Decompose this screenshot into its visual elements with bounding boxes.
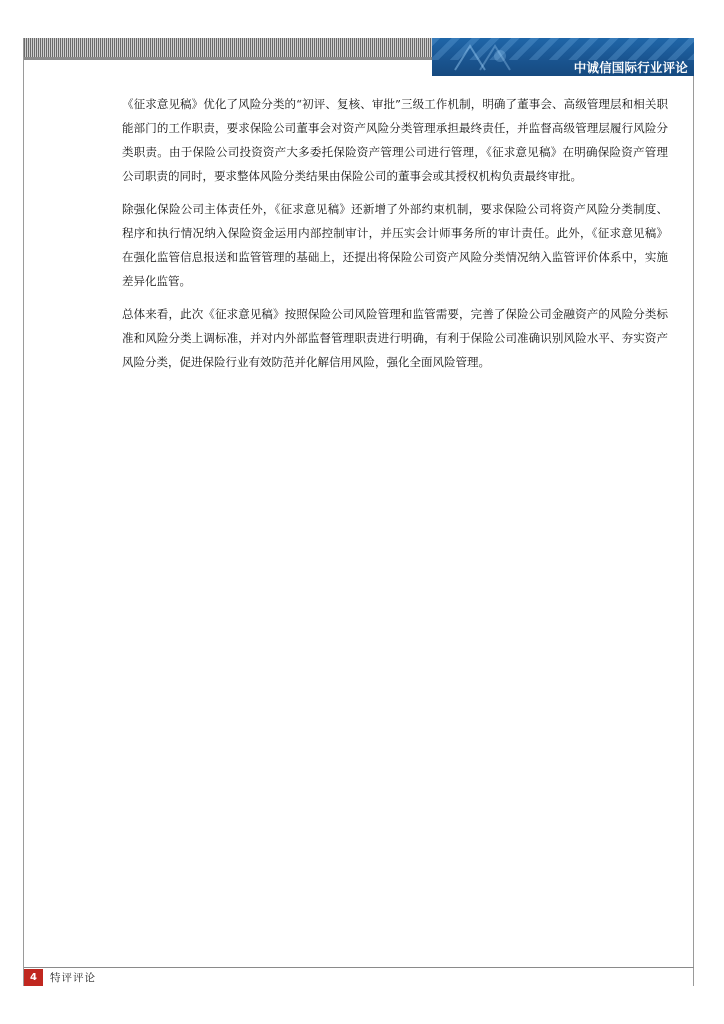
- header-banner: [432, 38, 694, 76]
- left-frame-line: [23, 38, 24, 986]
- paragraph-3: 总体来看，此次《征求意见稿》按照保险公司风险管理和监管需要，完善了保险公司金融资产的风险分类标准和风险分类上调标准，并对内外部监督管理职责进行明确，有利于保险公司准确识别风险水平、夯实资产风险分类，促进保险行业有效防范并化解信用风险，强化全面风险管理。: [122, 307, 668, 369]
- header-stripe-underline: [24, 57, 434, 60]
- paragraph-2: 除强化保险公司主体责任外，《征求意见稿》还新增了外部约束机制，要求保险公司将资产风险分类制度、程序和执行情况纳入保险资金运用内部控制审计，并压实会计师事务所的审计责任。此外，《征求意见稿》在强化监管信息报送和监管管理的基础上，还提出将保险公司资产风险分类情况纳入监管评价体系中，实施差异化监管。: [122, 202, 668, 288]
- footer-divider: [24, 967, 694, 968]
- publication-title: 中诚信国际行业评论: [573, 60, 688, 75]
- article-body: [122, 92, 668, 383]
- page-number-badge: 4: [24, 969, 43, 986]
- footer-section-label: 特评评论: [50, 972, 96, 984]
- page-header: [24, 38, 694, 78]
- header-decoration-graphic: [450, 42, 520, 72]
- paragraph-1: 《征求意见稿》优化了风险分类的“初评、复核、审批”三级工作机制，明确了董事会、高级管理层和相关职能部门的工作职责，要求保险公司董事会对资产风险分类管理承担最终责任，并监督高级管理层履行风险分类职责。由于保险公司投资资产大多委托保险资产管理公司进行管理，《征求意见稿》在明确保险资产管理公司职责的同时，要求整体风险分类结果由保险公司的董事会或其授权机构负责最终审批。: [122, 97, 668, 183]
- right-frame-line: [693, 38, 694, 986]
- header-stripe-band: [24, 38, 434, 57]
